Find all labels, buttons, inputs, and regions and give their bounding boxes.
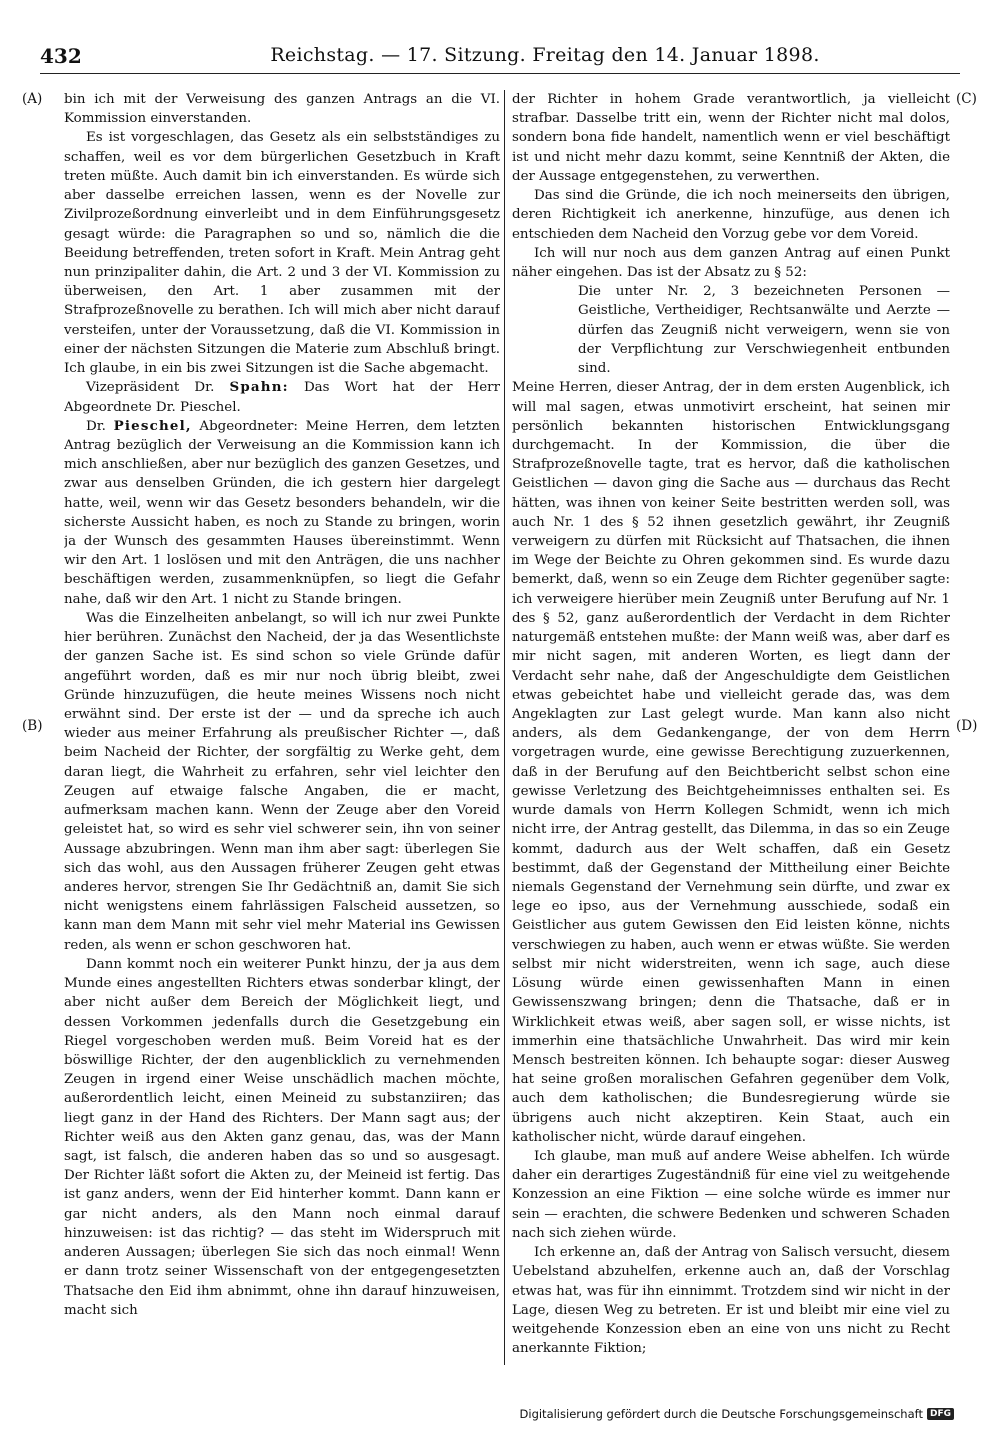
paragraph: Ich will nur noch aus dem ganzen Antrag auf einen Punkt näher eingehen. Das ist der Absatz zu § 52:: [512, 245, 950, 280]
paragraph: [64, 378, 500, 416]
paragraph: Ich glaube, man muß auf andere Weise abhelfen. Ich würde daher ein derartiges Zugeständniß für eine viel zu weitgehende Konzession an eine Fiktion — eine solche würde es immer nur sein — erachten, die schwere Bedenken und schweren Schaden nach sich ziehen würde.: [512, 1149, 950, 1241]
paragraph: der Richter in hohem Grade verantwortlich, ja vielleicht strafbar. Dasselbe tritt ein, wenn der Richter nicht mal dolos, sondern bona fide handelt, namentlich wenn er viel beschäftigt ist und nicht mehr dazu kommt, seine Kenntniß der Akten, die der Aussage entgegenstehen, zu verwerthen.: [512, 92, 950, 184]
speaker-name: Pieschel,: [113, 417, 192, 434]
page-title: Reichstag. — 17. Sitzung. Freitag den 14. Januar 1898.: [270, 44, 820, 66]
margin-marker-c: (C): [956, 91, 977, 107]
paragraph: Es ist vorgeschlagen, das Gesetz als ein selbstständiges zu schaffen, weil es vor dem bürgerlichen Gesetzbuch in Kraft treten müßte. Auch damit bin ich einverstanden. Es würde sich aber dasselbe erreichen lassen, wenn es der Novelle zur Zivilprozeßordnung einverleibt und in dem Einführungsgesetz gesagt würde: die Paragraphen so und so, nämlich die die Beeidung betreffenden, treten sofort in Kraft. Mein Antrag geht nun prinzipaliter dahin, die Art. 2 und 3 der VI. Kommission zu überweisen, den Art. 1 aber zusammen mit der Strafprozeßnovelle zu berathen. Ich will mich aber nicht darauf versteifen, unter der Voraussetzung, daß die VI. Kommission in einer der nächsten Sitzungen die Materie zum Abschluß bringt. Ich glaube, in ein bis zwei Sitzungen ist die Sache abgemacht.: [64, 130, 500, 377]
page-number: 432: [40, 44, 82, 68]
footer: [520, 1407, 954, 1421]
paragraph-text: Abgeordneter: Meine Herren, dem letzten Antrag bezüglich der Verweisung an die Kommission kann ich mich anschließen, aber nur bezüglich des ganzen Gesetzes, und zwar aus denselben Gründen, die ich gestern hier dargelegt hatte, weil, wenn wir das Gesetz besonders behandeln, wir die sicherste Aussicht haben, es noch zu Stande zu bringen, worin ja der Wunsch des gesammten Hauses übereinstimmt. Wenn wir den Art. 1 loslösen und mit den Anträgen, die uns nachher beschäftigen werden, zusammenknüpfen, so liegt die Gefahr nahe, daß wir den Art. 1 nicht zu Stande bringen.: [64, 418, 500, 607]
paragraph: Was die Einzelheiten anbelangt, so will ich nur zwei Punkte hier berühren. Zunächst den Nacheid, der ja das Wesentlichste der ganzen Sache ist. Es sind schon so viele Gründe dafür angeführt worden, daß es mir nur noch übrig bleibt, zwei Gründe hinzuzufügen, die heute meines Wissens noch nicht erwähnt sind. Der erste ist der — und da spreche ich auch wieder aus meiner Erfahrung als preußischer Richter —, daß beim Nacheid der Richter, der sorgfältig zu Werke geht, dem daran liegt, die Wahrheit zu erfahren, sehr viel leichter den Zeugen auf etwaige falsche Angaben, die er macht, aufmerksam machen kann. Wenn der Zeuge aber den Voreid geleistet hat, so wird es sehr viel schwerer sein, ihn von seiner Aussage abzubringen. Wenn man ihm aber sagt: überlegen Sie sich das wohl, aus den Aussagen früherer Zeugen geht etwas anderes hervor, strengen Sie Ihr Gedächtniß an, damit Sie sich nicht wenigstens einem fahrlässigen Falscheid aussetzen, so kann man dem Mann mit sehr viel mehr Material ins Gewissen reden, als wenn er schon geschworen hat.: [64, 610, 500, 953]
paragraph: Meine Herren, dieser Antrag, der in dem ersten Augenblick, ich will mal sagen, etwas unmotivirt erscheint, hat seinen mir persönlich bekannten historischen Entwicklungsgang durchgemacht. In der Kommission, die über die Strafprozeßnovelle tagte, trat es hervor, daß die katholischen Geistlichen — davon ging die Sache aus — durchaus das Recht hätten, was ihnen von keiner Seite bestritten werden soll, was auch Nr. 1 des § 52 ihnen gesetzlich gewährt, ihr Zeugniß verweigern zu dürfen mit Rücksicht auf Thatsachen, die ihnen im Wege der Beichte zu Ohren gekommen sind. Es wurde dazu bemerkt, daß, wenn so ein Zeuge dem Richter gegenüber sagte: ich verweigere hierüber mein Zeugniß unter Berufung auf Nr. 1 des § 52, ganz außerordentlich der Verdacht in dem Richter naturgemäß entstehen mußte: der Mann weiß was, aber darf es mir nicht sagen, mit anderen Worten, es liegt dann der Verdacht sehr nahe, daß der Angeschuldigte dem Geistlichen etwas gebeichtet habe und vielleicht gerade das, was dem Angeklagten zur Last gelegt wurde. Man kann also nicht anders, als dem Gedankengange, der von dem Herrn vorgetragen wurde, eine gewisse Berechtigung zuzuerkennen, daß in der Berufung auf den Beichtbericht selbst schon eine gewisse Verletzung des Beichtgeheimnisses enthalten sei. Es wurde damals von Herrn Kollegen Schmidt, wenn ich mich nicht irre, der Antrag gestellt, das Dilemma, in das so ein Zeuge kommt, dadurch aus der Welt schaffen, daß ein Gesetz bestimmt, daß der Gegenstand der Mittheilung einer Beichte niemals Gegenstand der Vernehmung sein dürfte, und zwar ex lege eo ipso, aus der Vernehmung ausschiede, sodaß ein Geistlicher aus gutem Gewissen den Eid leisten könne, nichts verschwiegen zu haben, auch wenn er etwas wüßte. Sie werden selbst mir nicht widerstreiten, wenn ich sage, auch diese Lösung würde einen gewissenhaften Mann in einen Gewissenszwang bringen; denn die Thatsache, daß er in Wirklichkeit etwas weiß, aber sagen soll, er wisse nichts, ist immerhin eine thatsächliche Unwahrheit. Das wird mir kein Mensch bestreiten können. Ich behaupte sogar: dieser Ausweg hat seine großen moralischen Gefahren gegenüber dem Volk, auch dem katholischen; die Bundesregierung würde sie übrigens auch nicht akzeptiren. Kein Staat, auch ein katholischer nicht, würde darauf eingehen.: [512, 380, 950, 1145]
paragraph: Ich erkenne an, daß der Antrag von Salisch versucht, diesem Uebelstand abzuhelfen, erkenne auch an, daß der Vorschlag etwas hat, was für ihn einnimmt. Trotzdem sind wir nicht in der Lage, diesen Weg zu betreten. Er ist und bleibt mir eine viel zu weitgehende Konzession eben an eine von uns nicht zu Recht anerkannte Fiktion;: [512, 1245, 950, 1357]
paragraph: [64, 417, 500, 609]
speaker-name: Spahn:: [229, 379, 289, 396]
column-divider: [504, 90, 505, 1365]
right-column: [512, 90, 950, 1370]
speaker-title: Dr.: [86, 418, 106, 434]
margin-marker-b: (B): [22, 718, 43, 734]
margin-marker-a: (A): [22, 91, 43, 107]
paragraph: Dann kommt noch ein weiterer Punkt hinzu, der ja aus dem Munde eines angestellten Richters etwas sonderbar klingt, der aber nicht außer dem Bereich der Möglichkeit liegt, und dessen Vorkommen jedenfalls durch die Gesetzgebung ein Riegel vorgeschoben werden muß. Beim Voreid hat es der böswillige Richter, der den augenblicklich zu vernehmenden Zeugen in irgend einer Weise unschädlich machen möchte, außerordentlich leicht, einen Meineid zu substanziiren; das liegt ganz in der Hand des Richters. Der Mann sagt aus; der Richter weiß aus den Akten ganz genau, das, was der Mann sagt, ist falsch, die anderen haben das so und so ausgesagt. Der Richter läßt sofort die Akten zu, der Meineid ist fertig. Das ist ganz anders, wenn der Eid hinterher kommt. Dann kann er gar nicht anders, als den Mann noch einmal darauf hinzuweisen: ist das richtig? — das steht im Widerspruch mit anderen Aussagen; überlegen Sie sich das noch einmal! Wenn er dann trotz seiner Wissenschaft von der entgegengesetzten Thatsache den Eid ihm abnimmt, ohne ihn darauf hinzuweisen, macht sich: [64, 956, 500, 1318]
paragraph: Das sind die Gründe, die ich noch meinerseits den übrigen, deren Richtigkeit ich anerkenne, hinzufüge, aus denen ich entschieden dem Nacheid den Vorzug gebe vor dem Voreid.: [512, 188, 950, 242]
footer-credit: Digitalisierung gefördert durch die Deutsche Forschungsgemeinschaft: [519, 1407, 923, 1421]
header-rule: [40, 73, 960, 74]
dfg-logo: DFG: [927, 1408, 954, 1420]
paragraph: bin ich mit der Verweisung des ganzen Antrags an die VI. Kommission einverstanden.: [64, 92, 500, 127]
quoted-paragraph: Die unter Nr. 2, 3 bezeichneten Personen — Geistliche, Vertheidiger, Rechtsanwälte und Aerzte — dürfen das Zeugniß nicht verweigern, wenn sie von der Verpflichtung zur Verschwiegenheit entbunden sind.: [578, 284, 950, 377]
margin-marker-d: (D): [956, 718, 978, 734]
paragraph-text: Das Wort hat der Herr Abgeordnete Dr. Pieschel.: [64, 380, 500, 415]
left-column: [64, 90, 500, 1370]
page-header: [40, 40, 960, 70]
speaker-title: Vizepräsident Dr.: [86, 380, 215, 396]
